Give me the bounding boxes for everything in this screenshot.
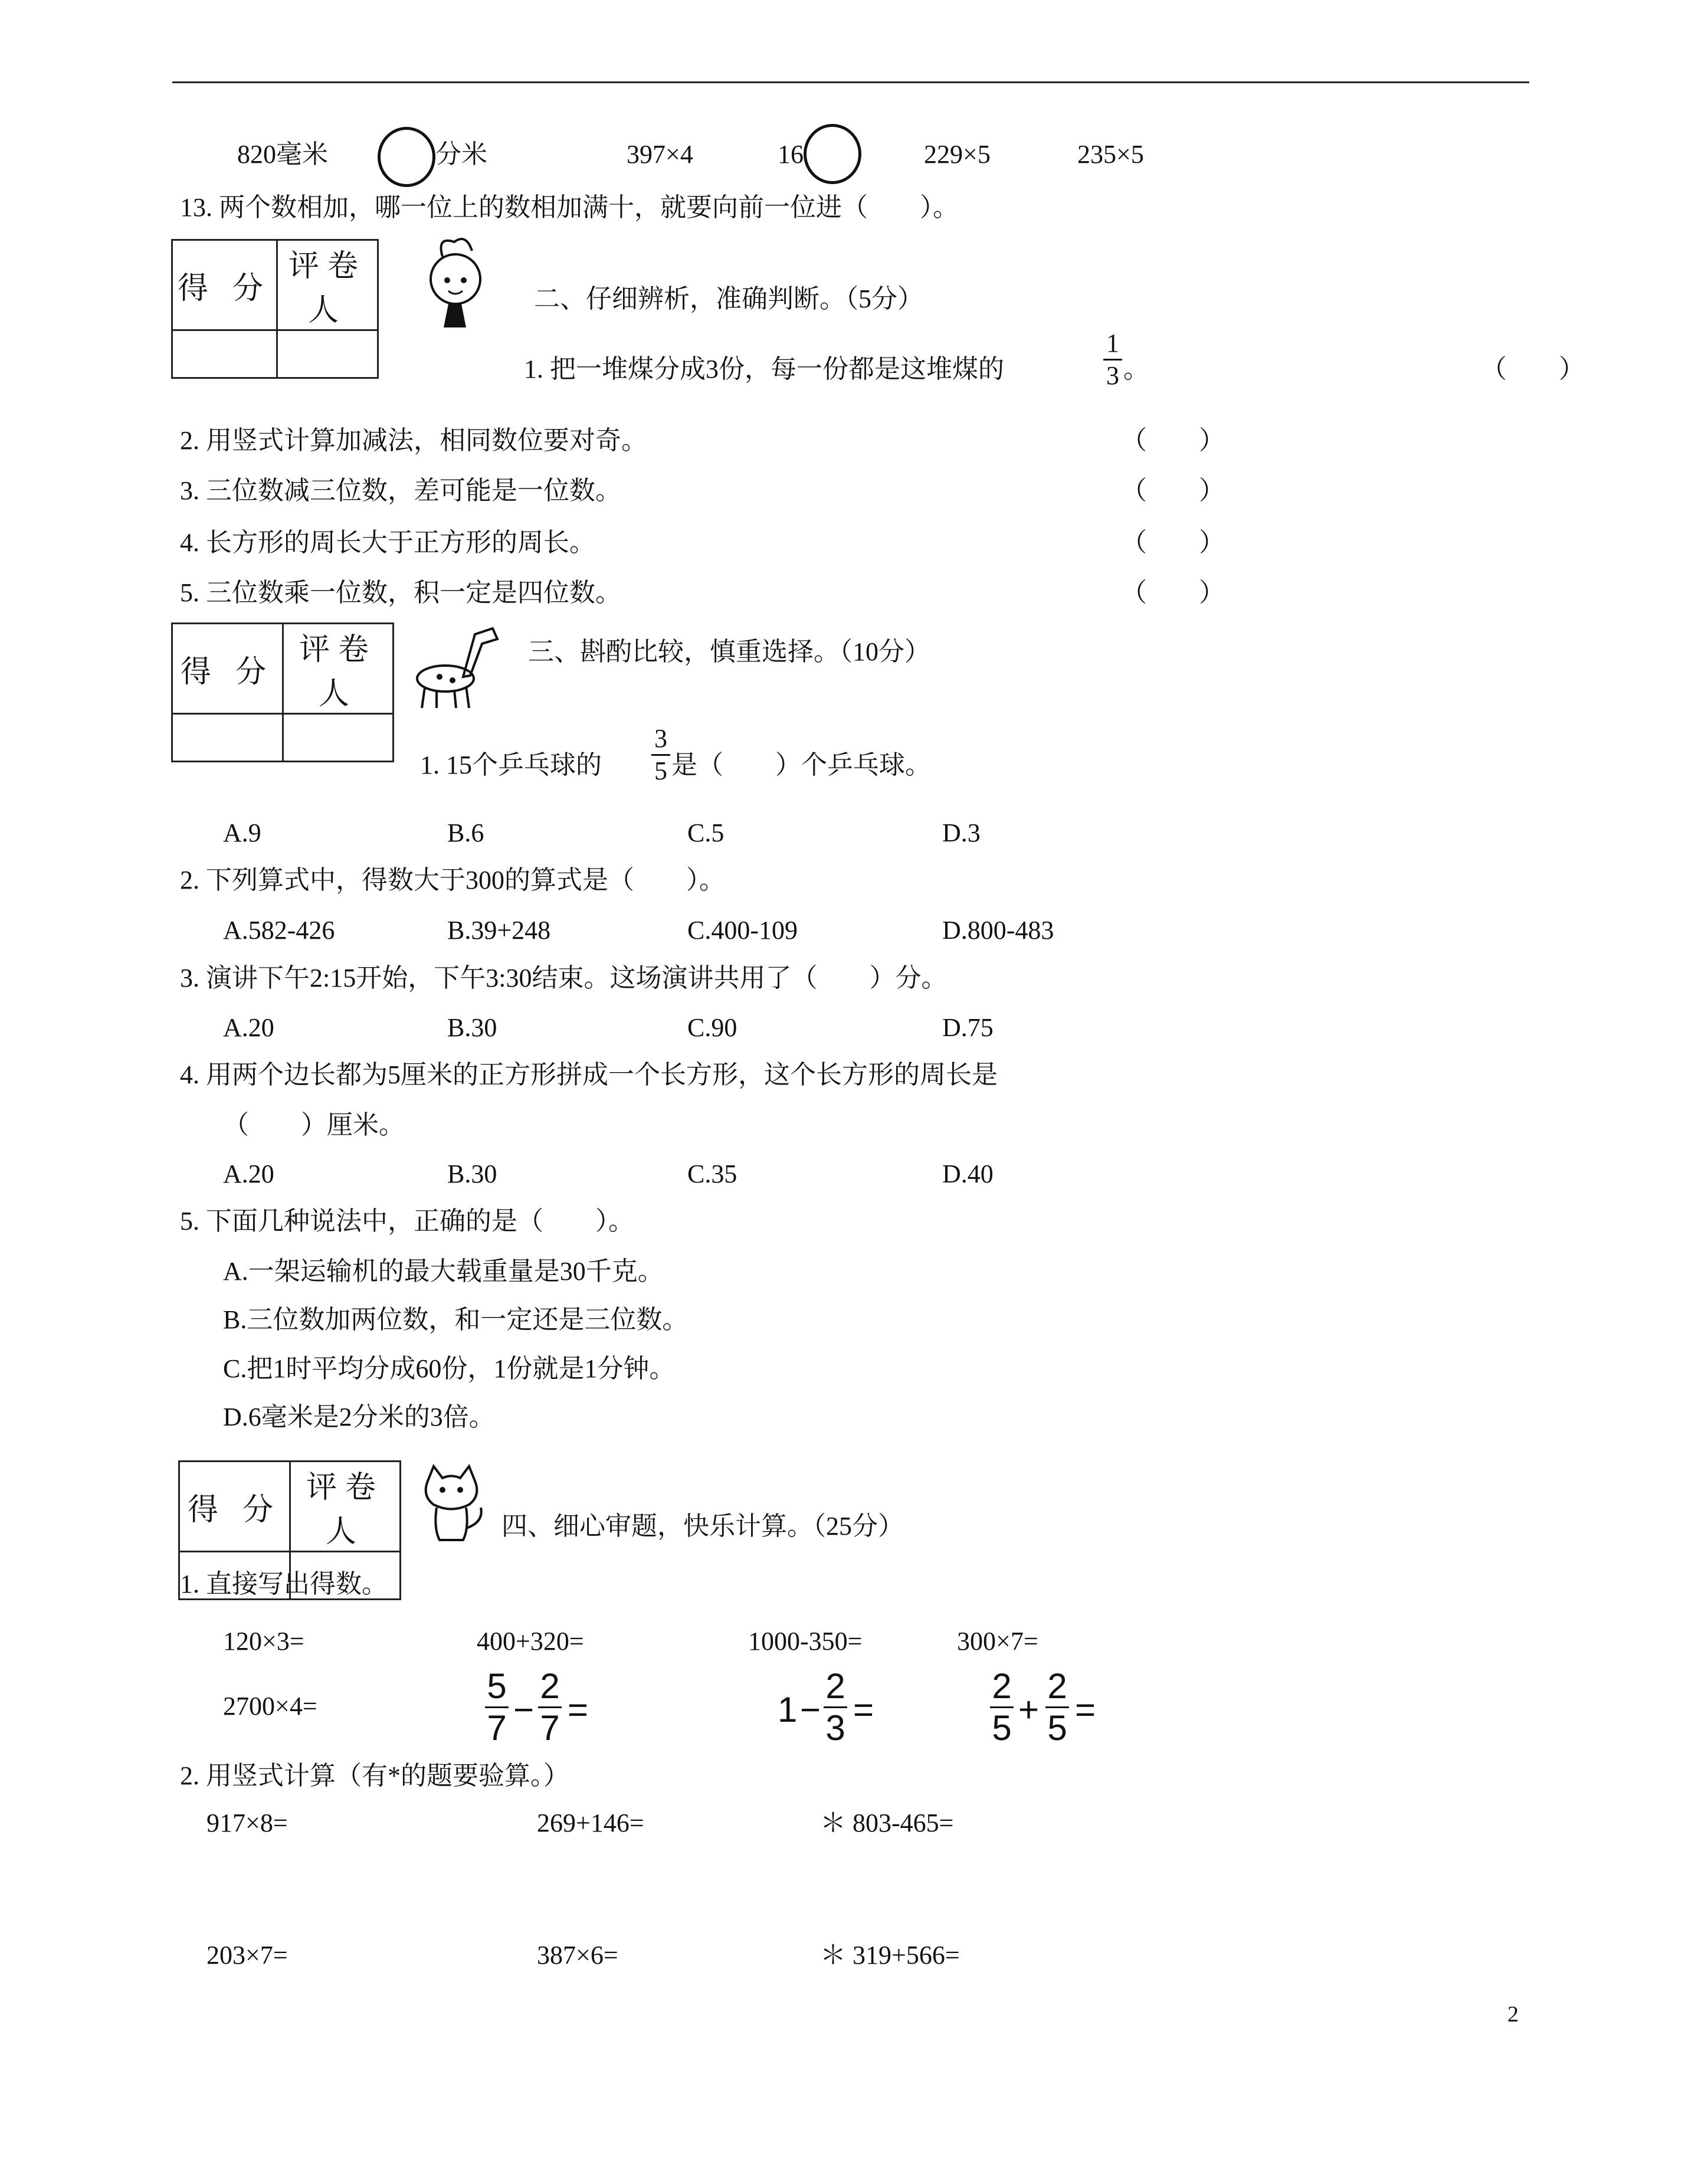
vertical-917x8: 917×8= — [206, 1808, 288, 1837]
choice-q4-option-b[interactable]: B.30 — [447, 1159, 497, 1188]
minus-operator: − — [513, 1690, 535, 1729]
fraction-numerator: 5 — [487, 1666, 507, 1706]
calc-2700x4: 2700×4= — [223, 1692, 317, 1721]
compare-circle-1[interactable] — [378, 127, 435, 187]
vertical-803-465: ＊ 803-465= — [820, 1808, 954, 1837]
choice-q5-option-d[interactable]: D.6毫米是2分米的3倍。 — [223, 1403, 495, 1431]
calc-120x3: 120×3= — [223, 1627, 304, 1656]
compare-229x5: 229×5 — [924, 140, 991, 169]
choice-q1-option-c[interactable]: C.5 — [687, 818, 724, 847]
fraction-denominator: 5 — [1047, 1708, 1067, 1748]
page-number: 2 — [1507, 2002, 1519, 2027]
choice-q1-rest: 是（ ）个乒乓球。 — [671, 751, 931, 779]
judge-q3: 3. 三位数减三位数，差可能是一位数。 — [180, 476, 621, 505]
judge-q1: 1. 把一堆煤分成3份，每一份都是这堆煤的 — [524, 355, 1004, 384]
minus-operator: − — [800, 1690, 821, 1729]
question-13: 13. 两个数相加，哪一位上的数相加满十，就要向前一位进（ ）。 — [180, 193, 959, 222]
vertical-203x7: 203×7= — [206, 1941, 288, 1970]
fraction-denominator: 3 — [825, 1708, 845, 1748]
vertical-269+146: 269+146= — [537, 1808, 644, 1837]
judge-q1-answer[interactable]: （ ） — [1481, 355, 1585, 384]
cartoon-cat-icon — [413, 1463, 490, 1546]
compare-397x4: 397×4 — [627, 140, 693, 169]
fraction-numerator: 2 — [825, 1666, 845, 1706]
choice-q5-option-c[interactable]: C.把1时平均分成60份，1份就是1分钟。 — [223, 1354, 676, 1383]
choice-q3-option-a[interactable]: A.20 — [223, 1013, 274, 1042]
choice-q2-option-a[interactable]: A.582-426 — [223, 916, 335, 945]
choice-q2-option-c[interactable]: C.400-109 — [687, 916, 798, 945]
fraction-numerator: 2 — [1047, 1666, 1067, 1706]
fraction-numerator: 1 — [1106, 329, 1119, 358]
vertical-387x6: 387×6= — [537, 1941, 618, 1970]
compare-820mm: 820毫米 — [237, 140, 328, 169]
equals-sign: = — [853, 1690, 874, 1729]
vertical-319+566: ＊ 319+566= — [820, 1941, 960, 1970]
judge-q1-fraction — [1103, 330, 1122, 389]
choice-q1-option-b[interactable]: B.6 — [447, 818, 484, 847]
choice-q4: 4. 用两个边长都为5厘米的正方形拼成一个长方形，这个长方形的周长是 — [180, 1060, 998, 1089]
calc-q2: 2. 用竖式计算（有*的题要验算。） — [180, 1761, 569, 1790]
score-box-sec2 — [171, 239, 379, 379]
section-3-title: 三、斟酌比较，慎重选择。（10分） — [528, 637, 930, 666]
fraction-denominator: 7 — [487, 1708, 507, 1748]
fraction-bar — [1103, 359, 1122, 361]
frac-2-5-a — [990, 1666, 1014, 1748]
choice-q1: 1. 15个乒乓球的 — [420, 751, 602, 779]
choice-q3-option-d[interactable]: D.75 — [942, 1013, 994, 1042]
choice-q3-option-c[interactable]: C.90 — [687, 1013, 737, 1042]
fraction-denominator: 5 — [992, 1708, 1012, 1748]
calc-300x7: 300×7= — [957, 1627, 1038, 1656]
score-label: 得 分 — [179, 1462, 290, 1552]
score-label: 得 分 — [172, 240, 277, 330]
fraction-denominator: 7 — [540, 1708, 560, 1748]
calc-1000-350: 1000-350= — [748, 1627, 863, 1656]
cartoon-girl-icon — [413, 233, 501, 333]
judge-q2-answer[interactable]: （ ） — [1121, 426, 1225, 455]
grader-cell[interactable] — [283, 714, 394, 762]
score-label: 得 分 — [172, 624, 283, 714]
choice-q5-option-b[interactable]: B.三位数加两位数，和一定还是三位数。 — [223, 1305, 689, 1334]
grader-cell[interactable] — [277, 330, 378, 378]
judge-q1-end: 。 — [1123, 355, 1149, 384]
fraction-bar — [651, 754, 670, 756]
grader-label: 评卷人 — [277, 240, 378, 330]
choice-q2: 2. 下列算式中，得数大于300的算式是（ ）。 — [180, 866, 725, 895]
calc-q1: 1. 直接写出得数。 — [180, 1570, 388, 1598]
grader-label: 评卷人 — [290, 1462, 401, 1552]
judge-q2: 2. 用竖式计算加减法，相同数位要对奇。 — [180, 426, 647, 455]
score-cell[interactable] — [172, 330, 277, 378]
compare-circle-2[interactable] — [804, 124, 861, 184]
judge-q4: 4. 长方形的周长大于正方形的周长。 — [180, 528, 595, 557]
frac-5-7 — [485, 1666, 509, 1748]
compare-dm: 分米 — [435, 140, 487, 169]
choice-q2-option-d[interactable]: D.800-483 — [942, 916, 1054, 945]
giraffe-icon — [404, 622, 504, 711]
grader-label: 评卷人 — [283, 624, 394, 714]
top-rule — [172, 81, 1529, 83]
choice-q1-fraction — [651, 726, 670, 784]
frac-2-3 — [824, 1666, 847, 1748]
choice-q4-option-d[interactable]: D.40 — [942, 1159, 994, 1188]
fraction-numerator: 2 — [992, 1666, 1012, 1706]
whole-one: 1 — [778, 1690, 798, 1729]
choice-q2-option-b[interactable]: B.39+248 — [447, 916, 551, 945]
score-box-sec3 — [171, 622, 394, 762]
equals-sign: = — [1075, 1690, 1096, 1729]
fraction-numerator: 2 — [540, 1666, 560, 1706]
choice-q4-option-a[interactable]: A.20 — [223, 1159, 274, 1188]
frac-2-7 — [538, 1666, 562, 1748]
frac-2-5-b — [1045, 1666, 1069, 1748]
calc-400+320: 400+320= — [477, 1627, 584, 1656]
judge-q5-answer[interactable]: （ ） — [1121, 578, 1225, 607]
choice-q1-option-d[interactable]: D.3 — [942, 818, 981, 847]
fraction-denominator: 3 — [1106, 361, 1119, 390]
choice-q5: 5. 下面几种说法中，正确的是（ ）。 — [180, 1207, 634, 1236]
choice-q5-option-a[interactable]: A.一架运输机的最大载重量是30千克。 — [223, 1257, 664, 1286]
compare-16: 16 — [778, 140, 804, 169]
choice-q4-option-c[interactable]: C.35 — [687, 1159, 737, 1188]
judge-q3-answer[interactable]: （ ） — [1121, 476, 1225, 505]
section-2-title: 二、仔细辨析，准确判断。（5分） — [534, 284, 923, 313]
plus-operator: + — [1018, 1690, 1040, 1729]
judge-q4-answer[interactable]: （ ） — [1121, 528, 1225, 557]
judge-q5: 5. 三位数乘一位数，积一定是四位数。 — [180, 578, 621, 607]
choice-q3: 3. 演讲下午2:15开始，下午3:30结束。这场演讲共用了（ ）分。 — [180, 964, 948, 992]
section-4-title: 四、细心审题，快乐计算。（25分） — [501, 1512, 904, 1541]
fraction-denominator: 5 — [654, 756, 667, 785]
choice-q1-option-a[interactable]: A.9 — [223, 818, 261, 847]
compare-235x5: 235×5 — [1077, 140, 1144, 169]
equals-sign: = — [568, 1690, 589, 1729]
score-cell[interactable] — [172, 714, 283, 762]
choice-q4-line2: （ ）厘米。 — [223, 1110, 405, 1139]
fraction-numerator: 3 — [654, 724, 667, 753]
choice-q3-option-b[interactable]: B.30 — [447, 1013, 497, 1042]
